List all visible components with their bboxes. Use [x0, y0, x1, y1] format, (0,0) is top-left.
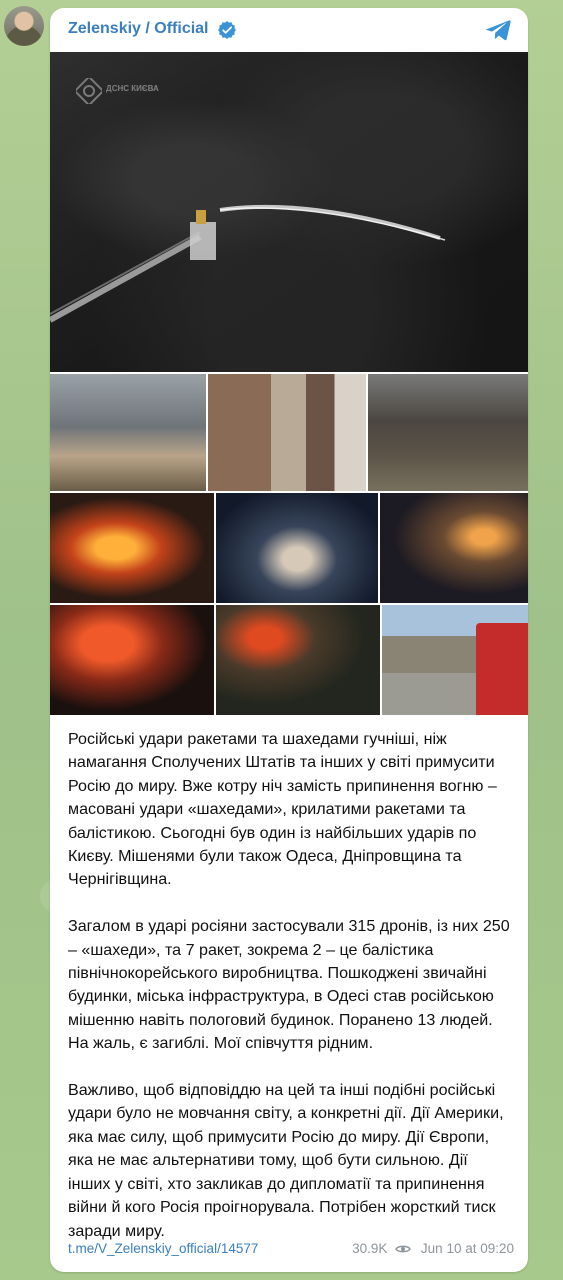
photo-tile-rescue-stretcher[interactable] [216, 493, 378, 603]
post-paragraph-1: Російські удари ракетами та шахедами гучніші, ніж намагання Сполучених Штатів та інших у світі примусити Росію до миру. Вже котру ніч замість припинення вогню – масовані удари «шахедами», крилатими ракетами та балістикою. Сьогодні був один із найбільших ударів по Києву. Мішенями були також Одеса, Дніпровщина та Чернігівщина. [68, 730, 497, 889]
channel-name[interactable]: Zelenskiy / Official [68, 20, 209, 37]
aerial-ladder-illustration [50, 52, 528, 372]
verified-badge-icon [218, 21, 236, 39]
view-count: 30.9K [352, 1241, 388, 1256]
photo-tile-burning-building[interactable] [50, 374, 206, 491]
post-text [68, 728, 514, 1266]
channel-avatar[interactable] [4, 6, 44, 46]
photo-tile-firefighter-flames[interactable] [50, 605, 214, 715]
fire-truck-shape [476, 623, 528, 715]
photo-tile-night-building-fire[interactable] [380, 493, 528, 603]
post-footer [68, 1241, 514, 1261]
photo-tile-damaged-highrise[interactable] [208, 374, 366, 491]
post-meta [352, 1241, 514, 1256]
photo-tile-smoking-facade[interactable] [368, 374, 528, 491]
photo-tile-fire-truck[interactable] [382, 605, 528, 715]
photo-tile-woman-at-house[interactable] [216, 605, 380, 715]
post-paragraph-3: Важливо, щоб відповіддю на цей та інші подібні російські удари було не мовчання світу, а конкретні дії. Дії Америки, яка має силу, щоб примусити Росію до миру. Дії Європи, яка не має альтернативи тому, щоб бути сильною. Дії інших у світі, хто закликав до дипломатії та припинення війни й кого Росія проігнорувала. Потрібен жорсткий тиск заради миру. [68, 1081, 504, 1240]
post-paragraph-2: Загалом в ударі росіяни застосували 315 дронів, із них 250 – «шахеди», та 7 ракет, зокрема 2 – це балістика північнокорейського виробництва. Пошкоджені звичайні будинки, міська інфраструктура, в Одесі став російською мішенню навіть пологовий будинок. Поранено 13 людей. На жаль, є загиблі. Мої співчуття рідним. [68, 917, 510, 1053]
post-header [50, 8, 528, 52]
post-link[interactable]: t.me/V_Zelenskiy_official/14577 [68, 1241, 259, 1256]
telegram-share-icon[interactable] [484, 18, 512, 42]
main-photo-firefighters[interactable] [50, 52, 528, 372]
photo-tile-burning-cars[interactable] [50, 493, 214, 603]
eye-icon [395, 1244, 411, 1254]
post-date: Jun 10 at 09:20 [420, 1241, 514, 1256]
post-card [50, 8, 528, 1272]
